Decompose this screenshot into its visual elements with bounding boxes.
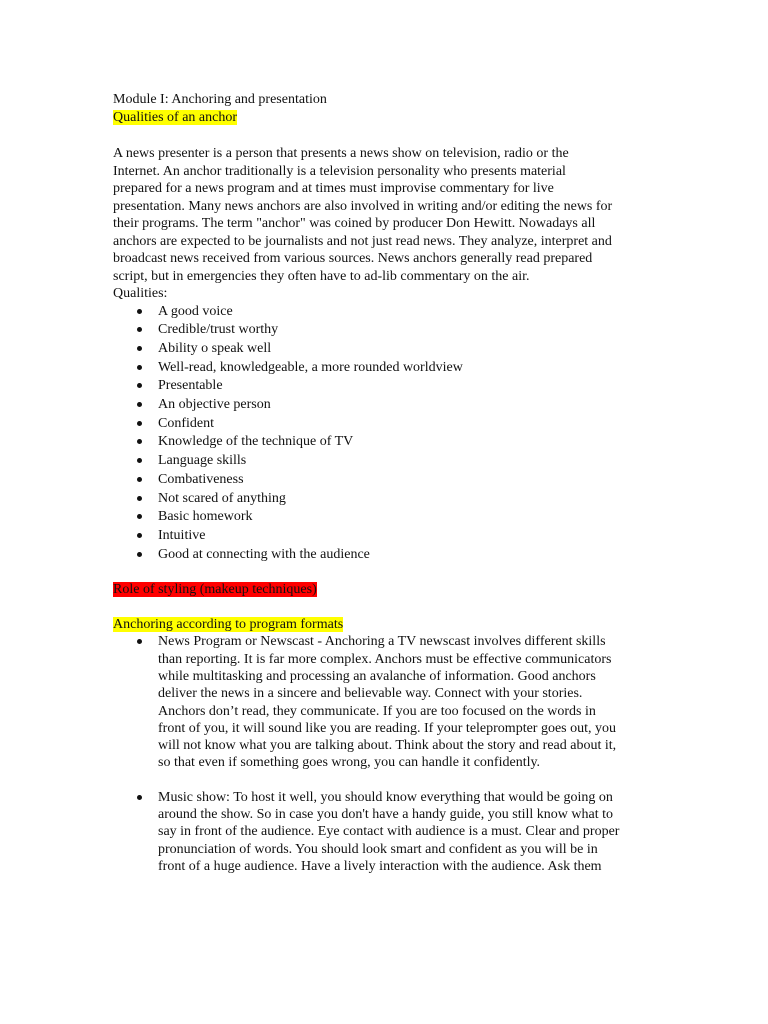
intro-line: Internet. An anchor traditionally is a television personality who presents material bbox=[113, 163, 566, 179]
bullet-icon bbox=[137, 402, 142, 407]
bullet-icon bbox=[137, 514, 142, 519]
intro-line: prepared for a news program and at times must improvise commentary for live bbox=[113, 181, 554, 196]
list-item: News Program or Newscast - Anchoring a TV newscast involves different skills than reporting. It is far more complex. Anchors must be effective communicators while multitasking and processing an avalanche of information. Good anchors deliver the news in a sincere and believable way. Connect with your stories. Anchors don’t read, they communicate. If you are too focused on the words in front of you, it will sound like you are reading. If your teleprompter goes out, you will not know what you are talking about. Think about the story and read about it, so that even if something goes wrong, you can handle it confidently. bbox=[113, 633, 658, 771]
document-body bbox=[113, 91, 658, 875]
qualities-label: Qualities: bbox=[113, 286, 168, 301]
list-item: Language skills bbox=[113, 452, 658, 471]
list-item: Basic homework bbox=[113, 508, 658, 527]
intro-line: anchors are expected to be journalists and not just read news. They analyze, interpret and bbox=[113, 233, 612, 249]
bullet-icon bbox=[137, 309, 142, 314]
bullet-icon bbox=[137, 533, 142, 538]
list-item: Presentable bbox=[113, 377, 658, 396]
intro-line: A news presenter is a person that presents a news show on television, radio or the bbox=[113, 146, 569, 161]
bullet-icon bbox=[137, 795, 142, 800]
bullet-icon bbox=[137, 421, 142, 426]
bullet-icon bbox=[137, 346, 142, 351]
bullet-icon bbox=[137, 496, 142, 501]
bullet-icon bbox=[137, 383, 142, 388]
list-item: Credible/trust worthy bbox=[113, 321, 658, 340]
bullet-icon bbox=[137, 458, 142, 463]
list-item: Knowledge of the technique of TV bbox=[113, 433, 658, 452]
list-item: Ability o speak well bbox=[113, 340, 658, 359]
list-item: An objective person bbox=[113, 396, 658, 415]
qualities-heading: Qualities of an anchor bbox=[113, 109, 238, 125]
bullet-icon bbox=[137, 327, 142, 332]
intro-line: script, but in emergencies they often have to ad-lib commentary on the air. bbox=[113, 268, 530, 284]
list-item: Well-read, knowledgeable, a more rounded worldview bbox=[113, 359, 658, 378]
list-item: Combativeness bbox=[113, 471, 658, 490]
list-item: A good voice bbox=[113, 303, 658, 322]
bullet-icon bbox=[137, 439, 142, 444]
list-item: Not scared of anything bbox=[113, 490, 658, 509]
styling-heading: Role of styling (makeup techniques) bbox=[113, 582, 317, 598]
list-item: Music show: To host it well, you should know everything that would be going on around the show. So in case you don't have a handy guide, you still know what to say in front of the audience. Eye contact with audience is a must. Clear and proper pronunciation of words. You should look smart and confident as you will be in front of a huge audience. Have a lively interaction with the audience. Ask them bbox=[113, 789, 658, 875]
intro-paragraph bbox=[113, 145, 658, 285]
bullet-icon bbox=[137, 365, 142, 370]
qualities-list bbox=[113, 303, 658, 565]
intro-line: their programs. The term "anchor" was coined by producer Don Hewitt. Nowadays all bbox=[113, 216, 596, 231]
bullet-icon bbox=[137, 552, 142, 557]
bullet-icon bbox=[137, 639, 142, 644]
bullet-icon bbox=[137, 477, 142, 482]
module-title: Module I: Anchoring and presentation bbox=[113, 92, 327, 107]
list-item: Intuitive bbox=[113, 527, 658, 546]
list-item: Good at connecting with the audience bbox=[113, 546, 658, 565]
intro-line: presentation. Many news anchors are also involved in writing and/or editing the news for bbox=[113, 198, 613, 214]
formats-heading: Anchoring according to program formats bbox=[113, 616, 344, 632]
intro-line: broadcast news received from various sources. News anchors generally read prepared bbox=[113, 251, 593, 266]
list-item: Confident bbox=[113, 415, 658, 434]
